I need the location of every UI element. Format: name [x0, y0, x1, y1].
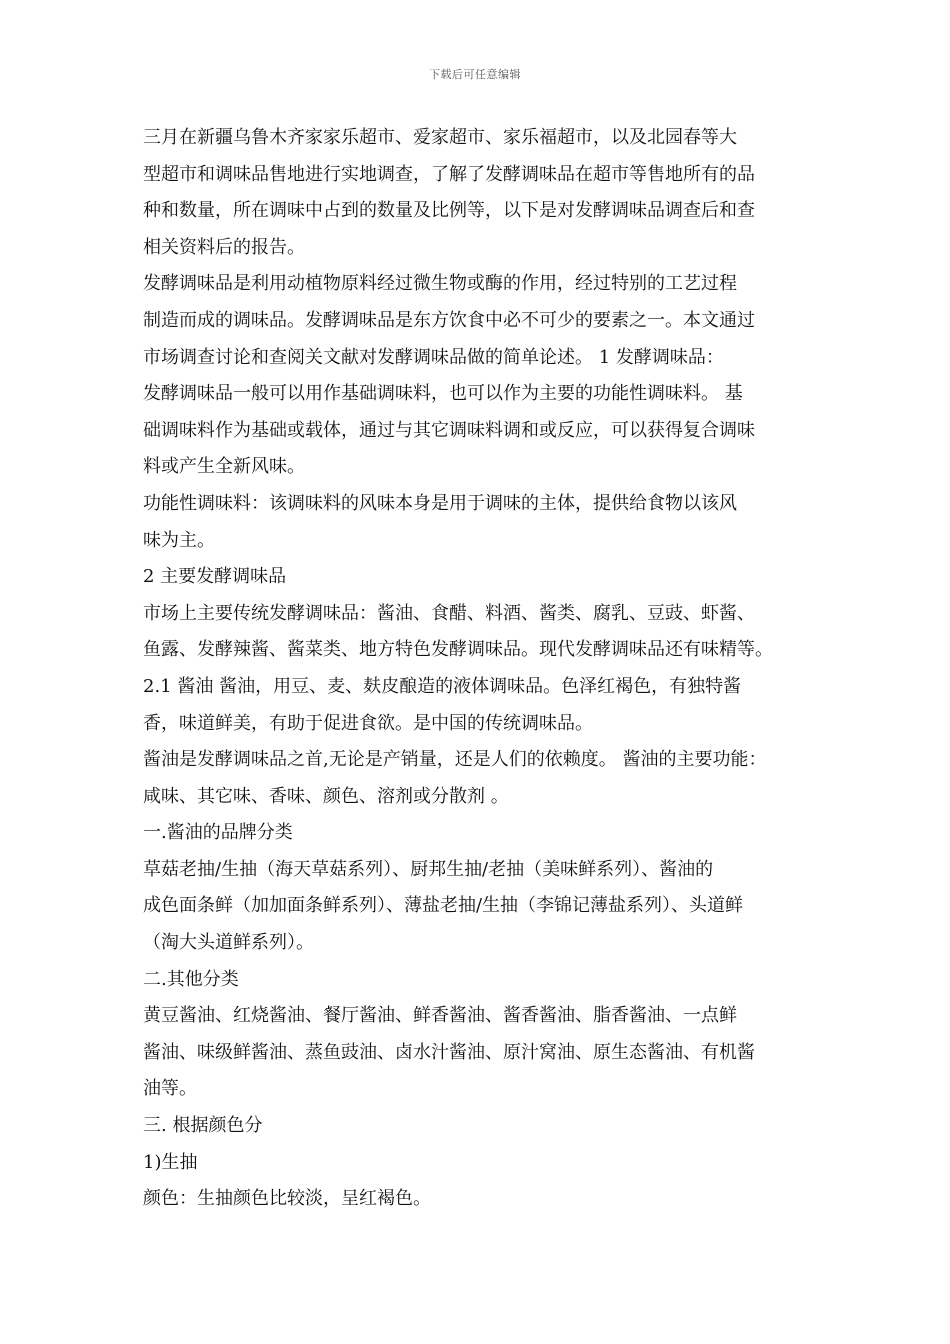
- text-line: 黄豆酱油、红烧酱油、餐厅酱油、鲜香酱油、酱香酱油、脂香酱油、一点鲜: [143, 1005, 737, 1027]
- text-line: 味为主。: [143, 529, 215, 551]
- text-line: 油等。: [143, 1078, 197, 1100]
- text-line: 制造而成的调味品。发酵调味品是东方饮食中必不可少的要素之一。本文通过: [143, 309, 755, 331]
- text-line: 料或产生全新风味。: [143, 456, 305, 478]
- text-line: 2.1 酱油 酱油，用豆、麦、麸皮酿造的液体调味品。色泽红褐色，有独特酱: [143, 675, 742, 697]
- text-line: 相关资料后的报告。: [143, 236, 305, 258]
- text-line: 础调味料作为基础或载体，通过与其它调味料调和或反应，可以获得复合调味: [143, 419, 755, 441]
- section-heading: 一.酱油的品牌分类: [143, 822, 293, 844]
- text-line: 发酵调味品是利用动植物原料经过微生物或酶的作用，经过特别的工艺过程: [143, 273, 737, 295]
- text-line: 酱油、味级鲜酱油、蒸鱼豉油、卤水汁酱油、原汁窝油、原生态酱油、有机酱: [143, 1041, 755, 1063]
- text-line: 鱼露、发酵辣酱、酱菜类、地方特色发酵调味品。现代发酵调味品还有味精等。: [143, 639, 773, 661]
- section-heading: 二.其他分类: [143, 968, 239, 990]
- document-body: [143, 120, 810, 1218]
- text-line: 发酵调味品一般可以用作基础调味料，也可以作为主要的功能性调味料。 基: [143, 383, 743, 405]
- text-line: 市场调查讨论和查阅关文献对发酵调味品做的简单论述。 1 发酵调味品：: [143, 346, 724, 368]
- text-line: 成色面条鲜（加加面条鲜系列）、薄盐老抽/生抽（李锦记薄盐系列）、头道鲜: [143, 895, 744, 917]
- text-line: 种和数量，所在调味中占到的数量及比例等，以下是对发酵调味品调查后和查: [143, 200, 755, 222]
- section-heading: 2 主要发酵调味品: [143, 566, 287, 588]
- text-line: 颜色：生抽颜色比较淡，呈红褐色。: [143, 1188, 431, 1210]
- text-line: 三月在新疆乌鲁木齐家家乐超市、爱家超市、家乐福超市，以及北园春等大: [143, 127, 737, 148]
- page-header: 下载后可任意编辑: [429, 68, 521, 81]
- section-heading: 三. 根据颜色分: [143, 1115, 263, 1137]
- text-line: 草菇老抽/生抽（海天草菇系列）、厨邦生抽/老抽（美味鲜系列）、酱油的: [143, 858, 714, 880]
- text-line: 市场上主要传统发酵调味品：酱油、食醋、料酒、酱类、腐乳、豆豉、虾酱、: [143, 602, 755, 624]
- text-line: 功能性调味料：该调味料的风味本身是用于调味的主体，提供给食物以该风: [143, 492, 737, 514]
- text-line: 香，味道鲜美，有助于促进食欲。是中国的传统调味品。: [143, 712, 593, 734]
- subsection-heading: 1)生抽: [143, 1151, 198, 1173]
- text-line: 型超市和调味品售地进行实地调查，了解了发酵调味品在超市等售地所有的品: [143, 163, 755, 185]
- text-line: 酱油是发酵调味品之首,无论是产销量，还是人们的依赖度。 酱油的主要功能：: [143, 749, 767, 771]
- text-line: （淘大头道鲜系列）。: [143, 932, 314, 954]
- text-line: 咸味、其它味、香味、颜色、溶剂或分散剂 。: [143, 785, 509, 807]
